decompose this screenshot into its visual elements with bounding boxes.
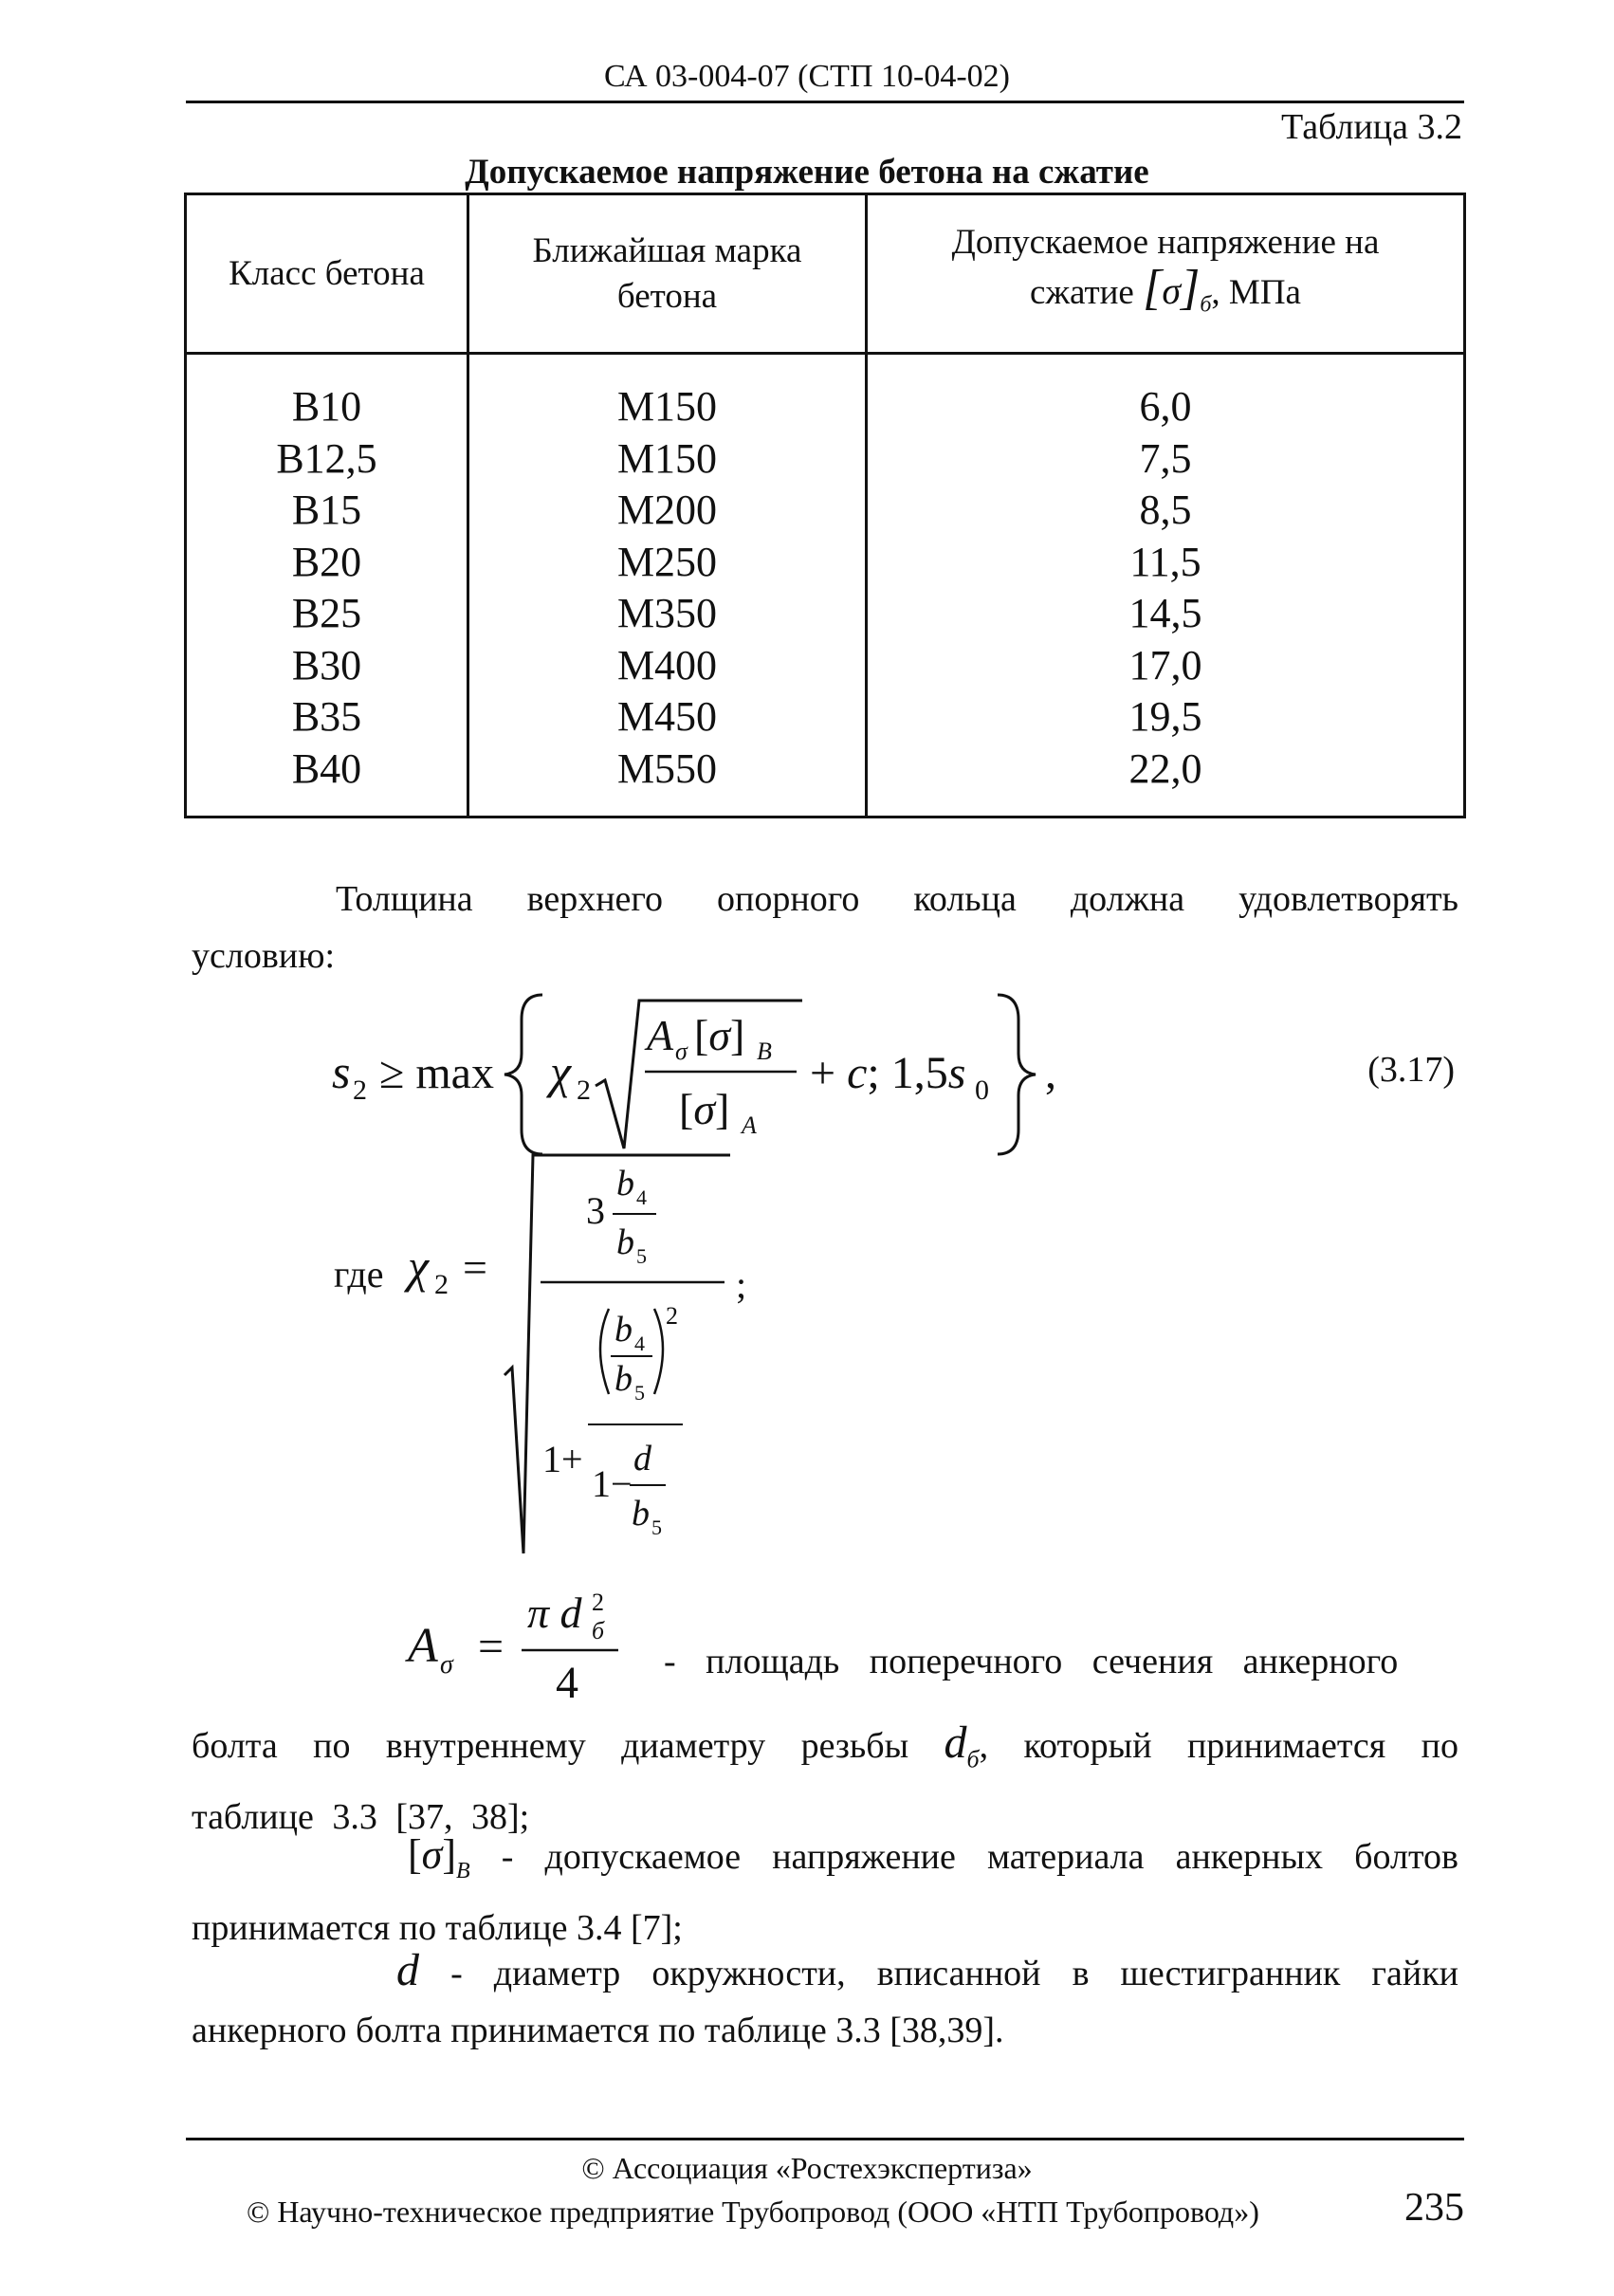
num-a-sub: σ bbox=[675, 1038, 688, 1065]
a-sigma-a: A bbox=[408, 1619, 438, 1673]
cell-grade: M450 bbox=[616, 693, 718, 740]
cell-class: B35 bbox=[291, 693, 362, 740]
num-b5-sub: 5 bbox=[636, 1244, 647, 1268]
concrete-stress-table bbox=[184, 193, 1466, 818]
paren-left bbox=[600, 1309, 609, 1394]
sigma-b-text: - допускаемое напряжение материала анкерных болтов принимается по таблице 3.4 [7]; bbox=[192, 1837, 1458, 1948]
header-stress-prefix: сжатие bbox=[1030, 272, 1134, 312]
formula-a-sigma bbox=[398, 1574, 645, 1717]
formula-s: s bbox=[332, 1045, 351, 1098]
cell-stress: 11,5 bbox=[1129, 538, 1201, 585]
left-brace bbox=[504, 995, 542, 1154]
cell-class: B40 bbox=[291, 744, 362, 792]
cell-class: B10 bbox=[291, 383, 362, 430]
formula-chi: χ bbox=[550, 1045, 571, 1098]
equation-number: (3.17) bbox=[1367, 1050, 1455, 1090]
formula-s-sub: 2 bbox=[353, 1075, 367, 1106]
formula-chi-sub: 2 bbox=[577, 1075, 591, 1106]
num-b4-sub: 4 bbox=[636, 1185, 647, 1209]
den-a-sub: A bbox=[742, 1111, 757, 1139]
a-sigma-cont-text-2: , который принимается по таблице 3.3 [37, 38]; bbox=[192, 1726, 1458, 1837]
cell-stress: 19,5 bbox=[1128, 693, 1202, 740]
cell-grade: M550 bbox=[616, 744, 718, 792]
num-b5: b bbox=[616, 1222, 634, 1262]
den-b5-sub: 5 bbox=[634, 1381, 645, 1405]
d-symbol: d bbox=[396, 1945, 419, 1995]
intro-paragraph: Толщина верхнего опорного кольца должна удовлетворять условию: bbox=[192, 879, 1458, 976]
cell-stress: 7,5 bbox=[1139, 434, 1192, 482]
den-square: 2 bbox=[666, 1302, 678, 1330]
cell-grade: M350 bbox=[616, 590, 718, 636]
cell-stress: 14,5 bbox=[1128, 590, 1202, 636]
cell-stress: 6,0 bbox=[1139, 383, 1192, 430]
num-b4: b bbox=[616, 1164, 634, 1203]
cell-class: B30 bbox=[291, 641, 362, 689]
footer-copyright-2: © Научно-техническое предприятие Трубопровод (ООО «НТП Трубопровод») bbox=[247, 2195, 1259, 2229]
formula-comma: , bbox=[1045, 1048, 1056, 1098]
a-sigma-description: - площадь поперечного сечения анкерного bbox=[664, 1642, 1399, 1681]
den-one-minus: 1− bbox=[592, 1462, 633, 1505]
footer-rule bbox=[186, 2138, 1464, 2140]
den-b4-sub: 4 bbox=[634, 1332, 645, 1355]
cell-class: B12,5 bbox=[276, 434, 377, 482]
paren-right bbox=[654, 1309, 663, 1394]
a-sigma-sup: 2 bbox=[592, 1589, 604, 1616]
chi2-chi: χ bbox=[408, 1240, 429, 1293]
cell-grade: M200 bbox=[616, 487, 718, 533]
stress-values bbox=[868, 381, 1463, 795]
page-number: 235 bbox=[1404, 2186, 1464, 2230]
num-sigma-b: [σ] bbox=[694, 1011, 745, 1059]
where-label: где bbox=[334, 1253, 384, 1295]
class-values bbox=[187, 381, 467, 795]
table-title: Допускаемое напряжение бетона на сжатие bbox=[465, 153, 1149, 192]
header-stress-line2 bbox=[952, 260, 1380, 327]
cell-grade: M250 bbox=[616, 538, 718, 585]
sigma-b-symbol: $[\sigma]_B$ bbox=[408, 1831, 470, 1883]
header-bracket-open: [ bbox=[1143, 260, 1163, 315]
cell-stress: 17,0 bbox=[1128, 641, 1202, 689]
formula-plus-c: + c; 1,5s bbox=[810, 1048, 966, 1098]
a-sigma-dsub: б bbox=[592, 1617, 605, 1644]
header-subscript: б bbox=[1200, 292, 1212, 318]
chi2-sub: 2 bbox=[434, 1269, 449, 1300]
num-a: A bbox=[647, 1011, 674, 1059]
chi2-eq: = bbox=[463, 1243, 487, 1292]
formula-3-17 bbox=[322, 982, 1081, 1157]
a-sigma-eq: = bbox=[478, 1622, 504, 1672]
den-b5b-sub: 5 bbox=[651, 1515, 662, 1539]
header-sigma: σ bbox=[1162, 268, 1182, 312]
cell-class: B25 bbox=[291, 590, 362, 636]
a-sigma-continuation bbox=[192, 1715, 1458, 1846]
cell-grade: M150 bbox=[616, 383, 718, 430]
cell-class: B15 bbox=[291, 487, 362, 533]
a-sigma-pi-d: π d bbox=[527, 1589, 582, 1637]
grade-values bbox=[469, 381, 865, 795]
footer-copyright-1: © Ассоциация «Ростехэкспертиза» bbox=[581, 2151, 1033, 2185]
cell-class: B20 bbox=[291, 538, 362, 585]
cell-stress: 22,0 bbox=[1128, 744, 1202, 792]
header-grade-line1: Ближайшая марка bbox=[532, 230, 802, 270]
right-brace bbox=[998, 995, 1036, 1154]
formula-geq: ≥ max bbox=[379, 1048, 494, 1098]
den-b5: b bbox=[614, 1359, 633, 1399]
header-grade-line2: бетона bbox=[616, 276, 718, 316]
header-bracket-close: ] bbox=[1181, 260, 1201, 315]
den-d: d bbox=[633, 1439, 651, 1479]
cell-grade: M400 bbox=[616, 641, 718, 689]
chi2-semicolon: ; bbox=[736, 1263, 747, 1306]
a-sigma-sub: σ bbox=[440, 1650, 453, 1680]
sigma-b-definition bbox=[192, 1827, 1458, 1956]
a-sigma-cont-text-1: болта по внутреннему диаметру резьбы bbox=[192, 1726, 909, 1766]
d-text: - диаметр окружности, вписанной в шестигранник гайки анкерного болта принимается по таблице 3.3 [38,39]. bbox=[192, 1954, 1459, 2050]
d-definition bbox=[192, 1942, 1458, 2059]
a-sigma-four: 4 bbox=[556, 1658, 578, 1708]
den-one-plus: 1+ bbox=[542, 1438, 583, 1480]
den-b5b: b bbox=[632, 1494, 650, 1534]
header-stress-unit: , МПа bbox=[1211, 272, 1301, 312]
document-code: СА 03-004-07 (СТП 10-04-02) bbox=[604, 59, 1010, 94]
den-b4: b bbox=[614, 1310, 633, 1350]
header-grade bbox=[469, 195, 865, 355]
num-3: 3 bbox=[586, 1189, 605, 1232]
formula-s0-sub: 0 bbox=[975, 1075, 989, 1106]
formula-chi2 bbox=[398, 1148, 797, 1565]
column-stress bbox=[868, 195, 1463, 816]
header-rule bbox=[186, 101, 1464, 103]
num-b-sub: B bbox=[757, 1038, 772, 1065]
column-class bbox=[187, 195, 469, 816]
column-grade bbox=[469, 195, 868, 816]
cell-grade: M150 bbox=[616, 434, 718, 482]
header-stress-line1: Допускаемое напряжение на bbox=[951, 222, 1380, 262]
cell-stress: 8,5 bbox=[1139, 487, 1192, 533]
d-b-symbol: $d_б$ bbox=[944, 1717, 980, 1773]
table-number: Таблица 3.2 bbox=[1280, 107, 1462, 147]
den-sigma-a: [σ] bbox=[679, 1085, 730, 1133]
header-class: Класс бетона bbox=[187, 195, 467, 355]
header-stress bbox=[868, 195, 1463, 355]
